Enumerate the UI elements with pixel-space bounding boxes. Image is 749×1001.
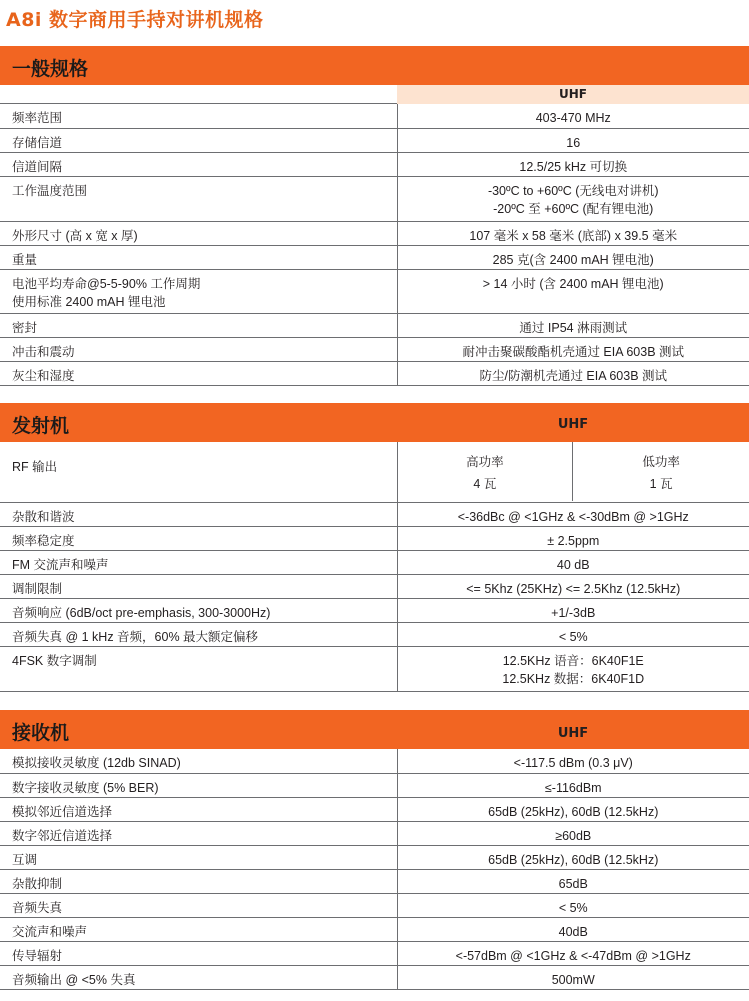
spec-value-line: 防尘/防潮机壳通过 EIA 603B 测试 bbox=[479, 368, 668, 383]
spec-label bbox=[0, 313, 397, 337]
table-row bbox=[0, 598, 749, 622]
spec-label bbox=[0, 245, 397, 269]
spec-label-line: 频率稳定度 bbox=[12, 533, 75, 548]
spec-value-line: ≤-116dBm bbox=[544, 780, 602, 795]
spec-label-line: 频率范围 bbox=[12, 111, 63, 125]
table-row bbox=[0, 893, 749, 917]
table-row bbox=[0, 550, 749, 574]
spec-value bbox=[397, 550, 749, 574]
table-row bbox=[0, 104, 749, 128]
spec-label-line: 工作温度范围 bbox=[12, 183, 88, 198]
spec-label bbox=[0, 749, 397, 773]
spec-label bbox=[0, 502, 397, 526]
high-power-cell bbox=[398, 442, 574, 501]
spec-value bbox=[397, 821, 749, 845]
table-row bbox=[0, 941, 749, 965]
spec-label-line: 4FSK 数字调制 bbox=[12, 653, 97, 668]
spec-label-line: 模拟邻近信道选择 bbox=[12, 804, 113, 819]
table-row bbox=[0, 245, 749, 269]
spec-value bbox=[397, 104, 749, 128]
spec-label bbox=[0, 622, 397, 646]
spec-label bbox=[0, 941, 397, 965]
spec-value-line: 285 克(含 2400 mAH 锂电池) bbox=[492, 252, 654, 267]
low-power-cell bbox=[573, 442, 749, 501]
spec-label-line: 音频输出 @ <5% 失真 bbox=[12, 972, 136, 987]
spec-value bbox=[397, 869, 749, 893]
spec-label-line: 音频响应 (6dB/oct pre-emphasis, 300-3000Hz) bbox=[12, 605, 271, 620]
spec-value bbox=[397, 797, 749, 821]
spec-value-line: 12.5KHz 语音：6K40F1E bbox=[502, 653, 644, 668]
receiver-spec-table bbox=[0, 749, 749, 990]
spec-value bbox=[397, 128, 749, 152]
low-power-value: 1 瓦 bbox=[649, 477, 673, 491]
spec-value bbox=[397, 221, 749, 245]
general-section bbox=[0, 46, 749, 386]
table-row bbox=[0, 574, 749, 598]
table-row bbox=[0, 797, 749, 821]
spec-value-line: > 14 小时 (含 2400 mAH 锂电池) bbox=[482, 276, 664, 291]
rf-output-value bbox=[397, 442, 749, 502]
table-row bbox=[0, 622, 749, 646]
spec-label-line: 灰尘和湿度 bbox=[12, 368, 75, 383]
spec-value bbox=[397, 574, 749, 598]
table-row bbox=[0, 442, 749, 502]
receiver-heading: 接收机 bbox=[12, 722, 70, 744]
spec-label bbox=[0, 598, 397, 622]
table-row bbox=[0, 128, 749, 152]
spec-label-line: 数字邻近信道选择 bbox=[12, 828, 113, 843]
spec-value bbox=[397, 646, 749, 691]
rf-output-label: RF 输出 bbox=[0, 442, 397, 502]
spec-value-line: 500mW bbox=[551, 972, 595, 987]
transmitter-header-band bbox=[0, 403, 749, 442]
table-row bbox=[0, 917, 749, 941]
spec-label bbox=[0, 869, 397, 893]
spec-label-line: 杂散抑制 bbox=[12, 876, 63, 891]
spec-label-line: FM 交流声和噪声 bbox=[12, 557, 109, 572]
spec-value-line: < 5% bbox=[558, 900, 588, 915]
spec-value-line: 40 dB bbox=[556, 557, 590, 572]
spec-label bbox=[0, 337, 397, 361]
table-row bbox=[0, 313, 749, 337]
table-row bbox=[0, 526, 749, 550]
spec-label bbox=[0, 221, 397, 245]
spec-value bbox=[397, 502, 749, 526]
spec-value-line: 107 毫米 x 58 毫米 (底部) x 39.5 毫米 bbox=[469, 228, 678, 243]
spec-label-line: 交流声和噪声 bbox=[12, 924, 88, 939]
spec-value-line: 耐冲击聚碳酸酯机壳通过 EIA 603B 测试 bbox=[462, 344, 685, 359]
table-row bbox=[0, 821, 749, 845]
table-row bbox=[0, 646, 749, 691]
spec-value bbox=[397, 152, 749, 176]
spec-value-line: -20ºC 至 +60ºC (配有锂电池) bbox=[493, 201, 654, 216]
spec-label-line: 使用标准 2400 mAH 锂电池 bbox=[12, 294, 166, 309]
spec-label bbox=[0, 965, 397, 989]
spec-value-line: ± 2.5ppm bbox=[547, 533, 600, 548]
spec-value bbox=[397, 773, 749, 797]
spec-label bbox=[0, 893, 397, 917]
spec-label bbox=[0, 821, 397, 845]
receiver-section bbox=[0, 710, 749, 990]
table-row bbox=[0, 749, 749, 773]
spec-value-line: +1/-3dB bbox=[551, 605, 596, 620]
page-title: A8i 数字商用手持对讲机规格 bbox=[6, 9, 264, 31]
spec-label-line: 音频失真 @ 1 kHz 音频，60% 最大额定偏移 bbox=[12, 629, 259, 644]
spec-label-line: 传导辐射 bbox=[12, 948, 63, 963]
low-power-label: 低功率 bbox=[642, 455, 680, 469]
spec-label bbox=[0, 361, 397, 385]
receiver-uhf-label: UHF bbox=[557, 726, 589, 741]
spec-value bbox=[397, 269, 749, 313]
spec-value-line: 40dB bbox=[558, 924, 588, 939]
spec-label-line: 重量 bbox=[12, 252, 38, 267]
transmitter-spec-table bbox=[0, 442, 749, 692]
spec-label-line: 互调 bbox=[12, 852, 38, 867]
spec-label bbox=[0, 646, 397, 691]
table-row bbox=[0, 269, 749, 313]
spec-value-line: <= 5Khz (25KHz) <= 2.5Khz (12.5kHz) bbox=[466, 581, 681, 596]
spec-label bbox=[0, 773, 397, 797]
spec-value-line: -30ºC to +60ºC (无线电对讲机) bbox=[487, 183, 659, 198]
spec-value bbox=[397, 337, 749, 361]
table-row bbox=[0, 152, 749, 176]
spec-value-line: 16 bbox=[566, 135, 581, 150]
spec-value bbox=[397, 598, 749, 622]
spec-value bbox=[397, 749, 749, 773]
spec-value-line: <-117.5 dBm (0.3 μV) bbox=[513, 756, 633, 770]
table-row bbox=[0, 502, 749, 526]
spec-label-line: 模拟接收灵敏度 (12db SINAD) bbox=[12, 756, 181, 770]
spec-label-line: 信道间隔 bbox=[12, 159, 63, 174]
spec-label bbox=[0, 526, 397, 550]
spec-label-line: 电池平均寿命@5-5-90% 工作周期 bbox=[12, 276, 201, 291]
general-uhf-label: UHF bbox=[397, 85, 749, 104]
general-column-header bbox=[0, 85, 749, 104]
spec-label bbox=[0, 917, 397, 941]
table-row bbox=[0, 869, 749, 893]
spec-value bbox=[397, 176, 749, 221]
general-spec-table bbox=[0, 104, 749, 386]
high-power-label: 高功率 bbox=[466, 455, 504, 469]
spec-label-line: 音频失真 bbox=[12, 900, 63, 915]
spec-label-line: 密封 bbox=[12, 320, 38, 335]
spec-value-line: < 5% bbox=[558, 629, 588, 644]
spec-label bbox=[0, 128, 397, 152]
spec-label bbox=[0, 104, 397, 128]
spec-value bbox=[397, 845, 749, 869]
spec-value-line: <-57dBm @ <1GHz & <-47dBm @ >1GHz bbox=[455, 948, 691, 963]
spec-label bbox=[0, 574, 397, 598]
spec-value-line: <-36dBc @ <1GHz & <-30dBm @ >1GHz bbox=[457, 509, 689, 524]
spec-value-line: 12.5/25 kHz 可切换 bbox=[519, 159, 628, 174]
spec-value-line: ≥60dB bbox=[555, 828, 592, 843]
spec-value bbox=[397, 361, 749, 385]
table-row bbox=[0, 221, 749, 245]
spec-label bbox=[0, 797, 397, 821]
table-row bbox=[0, 845, 749, 869]
table-row bbox=[0, 361, 749, 385]
spec-value bbox=[397, 941, 749, 965]
spec-value bbox=[397, 313, 749, 337]
spec-label-line: 外形尺寸 (高 x 宽 x 厚) bbox=[12, 228, 138, 243]
spec-value-line: 65dB (25kHz), 60dB (12.5kHz) bbox=[488, 804, 659, 819]
general-header-band bbox=[0, 46, 749, 85]
spec-label-line: 存储信道 bbox=[12, 135, 63, 150]
spec-value-line: 12.5KHz 数据：6K40F1D bbox=[502, 671, 645, 686]
transmitter-heading: 发射机 bbox=[12, 415, 70, 437]
spec-value bbox=[397, 526, 749, 550]
spec-label bbox=[0, 176, 397, 221]
general-heading: 一般规格 bbox=[12, 58, 89, 80]
spec-value-line: 通过 IP54 淋雨测试 bbox=[519, 320, 628, 335]
spec-value-line: 65dB bbox=[558, 876, 588, 891]
transmitter-section bbox=[0, 403, 749, 692]
spec-label bbox=[0, 269, 397, 313]
spec-value bbox=[397, 917, 749, 941]
spec-value-line: 403-470 MHz bbox=[535, 111, 611, 125]
high-power-value: 4 瓦 bbox=[473, 477, 497, 491]
transmitter-uhf-label: UHF bbox=[557, 417, 589, 432]
spec-label bbox=[0, 845, 397, 869]
spec-label bbox=[0, 152, 397, 176]
spec-label-line: 调制限制 bbox=[12, 581, 63, 596]
spec-label-line: 冲击和震动 bbox=[12, 344, 75, 359]
spec-value bbox=[397, 622, 749, 646]
spec-label-line: 数字接收灵敏度 (5% BER) bbox=[12, 780, 159, 795]
table-row bbox=[0, 337, 749, 361]
spec-value-line: 65dB (25kHz), 60dB (12.5kHz) bbox=[488, 852, 659, 867]
receiver-header-band bbox=[0, 710, 749, 749]
table-row bbox=[0, 176, 749, 221]
table-row bbox=[0, 773, 749, 797]
spec-value bbox=[397, 893, 749, 917]
spec-label-line: 杂散和谐波 bbox=[12, 509, 75, 524]
spec-label bbox=[0, 550, 397, 574]
spec-value bbox=[397, 965, 749, 989]
spec-value bbox=[397, 245, 749, 269]
table-row bbox=[0, 965, 749, 989]
